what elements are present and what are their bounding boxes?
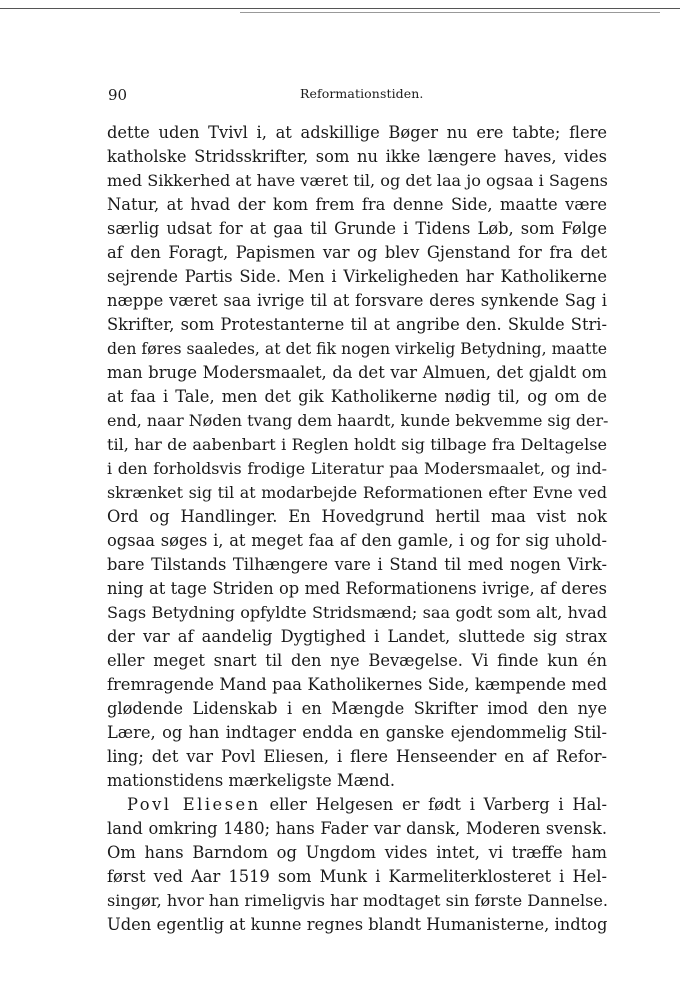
text-line: katholske Stridsskrifter, som nu ikke længere haves, vides — [107, 147, 607, 166]
text-line: sejrende Partis Side. Men i Virkeligheden har Katholikerne — [107, 267, 607, 286]
text-line: at faa i Tale, men det gik Katholikerne nødig til, og om de — [107, 387, 607, 406]
text-line: af den Foragt, Papismen var og blev Gjenstand for fra det — [107, 243, 607, 262]
text-line: Uden egentlig at kunne regnes blandt Humanisterne, indtog — [107, 915, 608, 934]
text-line: den føres saaledes, at det fik nogen virkelig Betydning, maatte — [107, 339, 608, 358]
text-line: glødende Lidenskab i en Mængde Skrifter imod den nye — [107, 699, 607, 718]
text-line: man bruge Modersmaalet, da det var Almuen, det gjaldt om — [107, 363, 607, 382]
text-line: først ved Aar 1519 som Munk i Karmeliterklosteret i Hel- — [107, 867, 607, 886]
text-line: end, naar Nøden tvang dem haardt, kunde bekvemme sig der- — [107, 411, 609, 430]
text-line: fremragende Mand paa Katholikernes Side, kæmpende med — [107, 675, 607, 694]
text-line: i den forholdsvis frodige Literatur paa Modersmaalet, og ind- — [107, 459, 607, 478]
text-line: skrænket sig til at modarbejde Reformationen efter Evne ved — [107, 483, 607, 502]
text-line: ogsaa søges i, at meget faa af den gamle, i og for sig uhold- — [107, 531, 607, 550]
text-line: med Sikkerhed at have været til, og det laa jo ogsaa i Sagens — [107, 171, 608, 190]
text-line: særlig udsat for at gaa til Grunde i Tidens Løb, som Følge — [107, 219, 607, 238]
paragraph-first-line-rest: eller Helgesen er født i Varberg i Hal- — [269, 795, 607, 814]
text-line: til, har de aabenbart i Reglen holdt sig tilbage fra Deltagelse — [107, 435, 607, 454]
page-number: 90 — [108, 86, 128, 104]
body-text — [107, 121, 607, 937]
text-line: der var af aandelig Dygtighed i Landet, sluttede sig strax — [107, 627, 607, 646]
text-line: bare Tilstands Tilhængere vare i Stand til med nogen Virk- — [107, 555, 607, 574]
text-line: Ord og Handlinger. En Hovedgrund hertil maa vist nok — [107, 507, 607, 526]
text-line: ning at tage Striden op med Reformationens ivrige, af deres — [107, 579, 607, 598]
scan-edge-line — [0, 8, 680, 9]
text-line: land omkring 1480; hans Fader var dansk, Moderen svensk. — [107, 819, 607, 838]
text-line: Skrifter, som Protestanterne til at angribe den. Skulde Stri- — [107, 315, 607, 334]
text-line: singør, hvor han rimeligvis har modtaget sin første Dannelse. — [107, 891, 609, 910]
text-line: Natur, at hvad der kom frem fra denne Side, maatte være — [107, 195, 607, 214]
running-head: Reformationstiden. — [300, 86, 424, 101]
text-line: Lære, og han indtager endda en ganske ejendommelig Stil- — [107, 723, 607, 742]
text-line: Sags Betydning opfyldte Stridsmænd; saa godt som alt, hvad — [107, 603, 607, 622]
paragraph-first-line — [107, 793, 607, 817]
scan-edge-line-secondary — [240, 12, 660, 13]
text-line: ling; det var Povl Eliesen, i flere Henseender en af Refor- — [107, 747, 607, 766]
text-line: Om hans Barndom og Ungdom vides intet, vi træffe ham — [107, 843, 607, 862]
text-line: dette uden Tvivl i, at adskillige Bøger nu ere tabte; flere — [107, 123, 607, 142]
text-line: mationstidens mærkeligste Mænd. — [107, 771, 395, 790]
person-name: Povl Eliesen — [127, 795, 261, 814]
text-line: næppe været saa ivrige til at forsvare deres synkende Sag i — [107, 291, 607, 310]
text-line: eller meget snart til den nye Bevægelse. Vi finde kun én — [107, 651, 607, 670]
